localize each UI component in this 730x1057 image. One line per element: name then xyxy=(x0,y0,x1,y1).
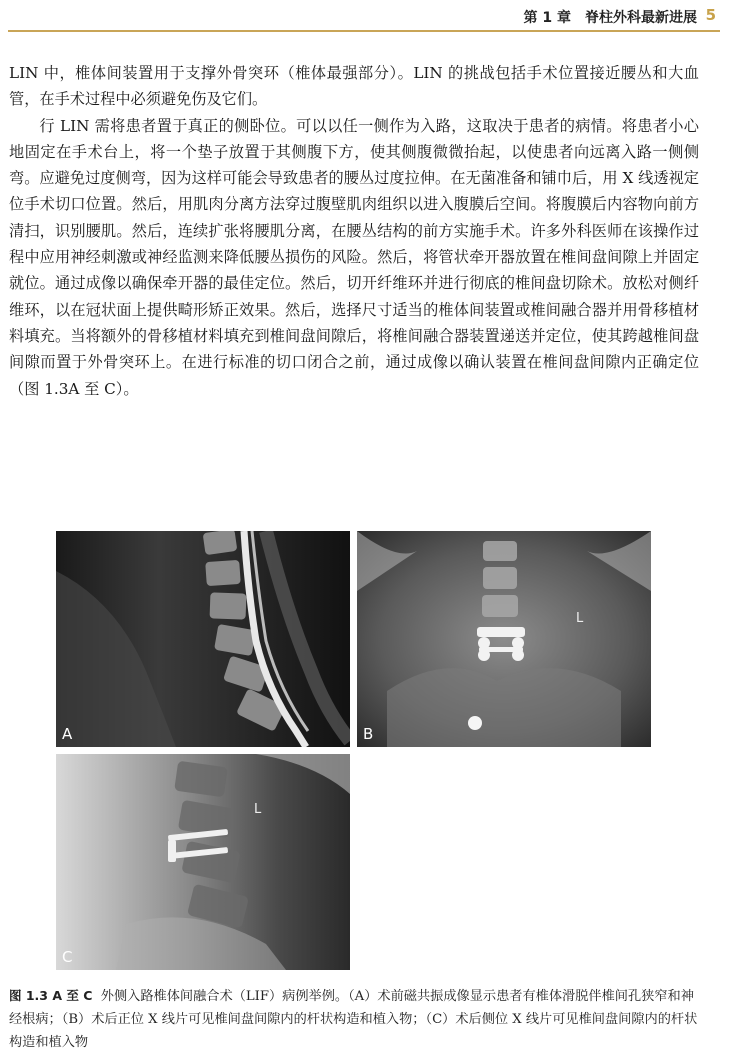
figure-caption xyxy=(9,984,701,1054)
paragraph-1: LIN 中，椎体间装置用于支撑外骨突环（椎体最强部分）。LIN 的挑战包括手术位置接近腰丛和大血管，在手术过程中必须避免伤及它们。 xyxy=(9,64,699,109)
caption-text: 外侧入路椎体间融合术（LIF）病例举例。（A）术前磁共振成像显示患者有椎体滑脱伴椎间孔狭窄和神经根病；（B）术后正位 X 线片可见椎间盘间隙内的杆状构造和植入物；（C）术后侧位 X 线片可见椎间盘间隙内的杆状构造和植入物 xyxy=(9,989,698,1050)
caption-figure-id: 图 1.3 A 至 C xyxy=(9,988,93,1003)
panel-label-a: A xyxy=(62,725,73,743)
header-rule xyxy=(8,30,720,32)
panel-label-b: B xyxy=(363,725,374,743)
side-marker-b: L xyxy=(576,611,584,626)
figure-panel-b xyxy=(357,531,651,747)
figure-panel-c xyxy=(56,754,350,970)
body-text xyxy=(9,60,699,402)
mri-image xyxy=(56,531,350,747)
paragraph-2: 行 LIN 需将患者置于真正的侧卧位。可以以任一侧作为入路，这取决于患者的病情。将患者小心地固定在手术台上，将一个垫子放置于其侧腹下方，使其侧腹微微抬起，以使患者向远离入路一侧侧弯。应避免过度侧弯，因为这样可能会导致患者的腰丛过度拉伸。在无菌准备和铺巾后，用 X 线透视定位手术切口位置。然后，用肌肉分离方法穿过腹壁肌肉组织以进入腹膜后空间。将腹膜后内容物向前方清扫，识别腰肌。然后，连续扩张将腰肌分离，在腰丛结构的前方实施手术。许多外科医师在该操作过程中应用神经刺激或神经监测来降低腰丛损伤的风险。然后，将管状牵开器放置在椎间盘间隙上并固定就位。通过成像以确保牵开器的最佳定位。然后，切开纤维环并进行彻底的椎间盘切除术。放松对侧纤维环，以在冠状面上提供畸形矫正效果。然后，选择尺寸适当的椎体间装置或椎间融合器并用骨移植材料填充。当将额外的骨移植材料填充到椎间盘间隙后，将椎间融合器装置递送并定位，使其跨越椎间盘间隙而置于外骨突环上。在进行标准的切口闭合之前，通过成像以确认装置在椎间盘间隙内正确定位（图 1.3A 至 C）。 xyxy=(9,116,699,398)
side-marker-c: L xyxy=(254,802,262,817)
panel-label-c: C xyxy=(62,948,73,966)
page-number: 5 xyxy=(705,6,716,24)
lateral-xray-image xyxy=(56,754,350,970)
chapter-title: 第 1 章 脊柱外科最新进展 xyxy=(523,10,697,26)
figure-panel-a xyxy=(56,531,350,747)
ap-xray-image xyxy=(357,531,651,747)
running-header xyxy=(0,0,730,32)
